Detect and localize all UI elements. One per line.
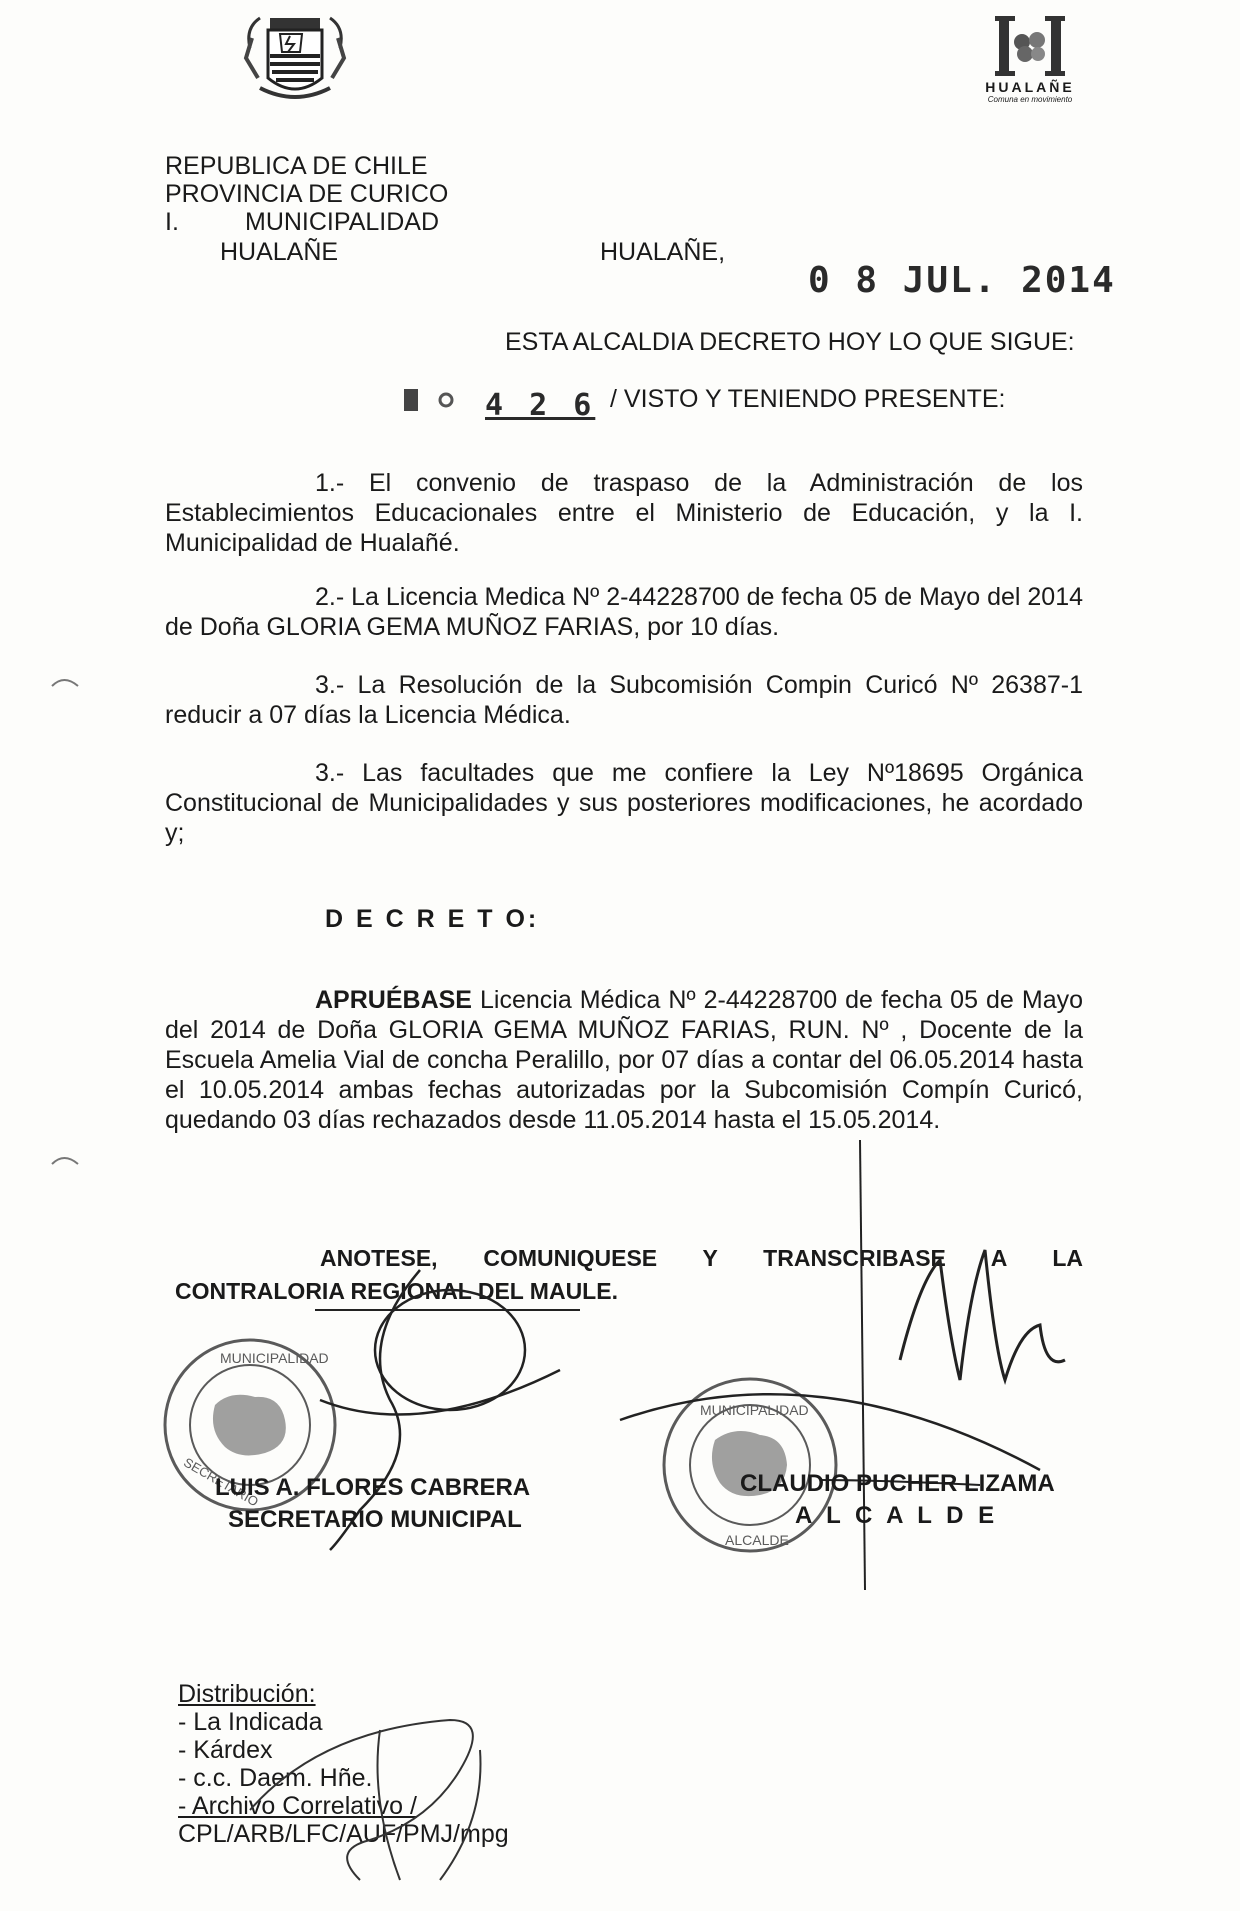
distribution-title: Distribución:	[178, 1680, 316, 1708]
header-municipality-prefix: I.	[165, 208, 179, 236]
svg-text:SECRETARIO: SECRETARIO	[181, 1454, 262, 1510]
resolution-lead: APRUÉBASE	[315, 986, 472, 1014]
stamp-mark-icon	[402, 385, 462, 415]
coat-of-arms-icon	[240, 8, 350, 108]
mayor-name: CLAUDIO PUCHER LIZAMA	[740, 1470, 1055, 1497]
consideration-2: 2.- La Licencia Medica Nº 2-44228700 de fecha 05 de Mayo del 2014 de Doña GLORIA GEMA MUÑOZ FARIAS, por 10 días.	[165, 583, 1083, 641]
secretary-name: LUIS A. FLORES CABRERA	[215, 1474, 531, 1501]
mayor-signature-icon	[620, 1140, 1080, 1600]
closing-line-2: CONTRALORIA REGIONAL DEL MAULE.	[175, 1278, 618, 1304]
decree-number: 4 2 6	[485, 388, 596, 423]
margin-mark-icon	[50, 672, 80, 702]
mayor-title: A L C A L D E	[795, 1502, 999, 1529]
header-municipality: MUNICIPALIDAD	[245, 208, 440, 236]
decreto-title: D E C R E T O:	[325, 905, 540, 933]
consideration-1: 1.- El convenio de traspaso de la Administración de los Establecimientos Educacionales entre el Ministerio de Educación, y la I. Municipalidad de Hualañé.	[165, 469, 1083, 557]
header-country: REPUBLICA DE CHILE	[165, 152, 428, 180]
visto-line: / VISTO Y TENIENDO PRESENTE:	[610, 385, 1006, 413]
distribution-item: - La Indicada	[178, 1708, 323, 1736]
secretary-title: SECRETARIO MUNICIPAL	[228, 1506, 522, 1533]
svg-text:ALCALDE: ALCALDE	[725, 1532, 789, 1548]
resolution-text: Licencia Médica Nº 2-44228700 de fecha 05 de Mayo del 2014 de Doña GLORIA GEMA MUÑOZ FARIAS, RUN. Nº , Docente de la Escuela Amelia Vial de concha Peralillo, por 07 días a contar del 06.05.2014 hasta el 10.05.2014 ambas fechas autorizadas por la Subcomisión Compín Curicó, quedando 03 días rechazados desde 11.05.2014 hasta el 15.05.2014.	[165, 986, 1083, 1134]
header-city: HUALAÑE	[220, 238, 339, 266]
resolution-paragraph	[165, 985, 1083, 1135]
place-line: HUALAÑE,	[600, 238, 726, 266]
logo-brand: HUALAÑE	[985, 79, 1075, 95]
consideration-3: 3.- La Resolución de la Subcomisión Compin Curicó Nº 26387-1 reducir a 07 días la Licencia Médica.	[165, 671, 1083, 729]
header-province: PROVINCIA DE CURICO	[165, 180, 449, 208]
margin-mark-icon	[50, 1150, 80, 1180]
hualane-logo-icon	[995, 14, 1065, 78]
initials-signature-icon	[230, 1690, 510, 1890]
decree-intro: ESTA ALCALDIA DECRETO HOY LO QUE SIGUE:	[505, 328, 1075, 356]
logo-tagline: Comuna en movimiento	[987, 95, 1073, 104]
distribution-initials: CPL/ARB/LFC/AUF/PMJ/mpg	[178, 1820, 509, 1848]
consideration-4: 3.- Las facultades que me confiere la Ley Nº18695 Orgánica Constitucional de Municipalidades y sus posteriores modificaciones, he acordado y;	[165, 759, 1083, 847]
date-stamp: 0 8 JUL. 2014	[808, 260, 1116, 301]
svg-text:MUNICIPALIDAD: MUNICIPALIDAD	[220, 1350, 329, 1366]
hualane-logo	[975, 14, 1085, 104]
closing-line-1-text: ANOTESE, COMUNIQUESE Y TRANSCRIBASE A LA	[320, 1245, 1083, 1271]
svg-text:MUNICIPALIDAD: MUNICIPALIDAD	[700, 1402, 809, 1418]
distribution-item: - Kárdex	[178, 1736, 273, 1764]
distribution-item: - c.c. Daem. Hñe.	[178, 1764, 373, 1792]
distribution-item: - Archivo Correlativo /	[178, 1792, 417, 1820]
